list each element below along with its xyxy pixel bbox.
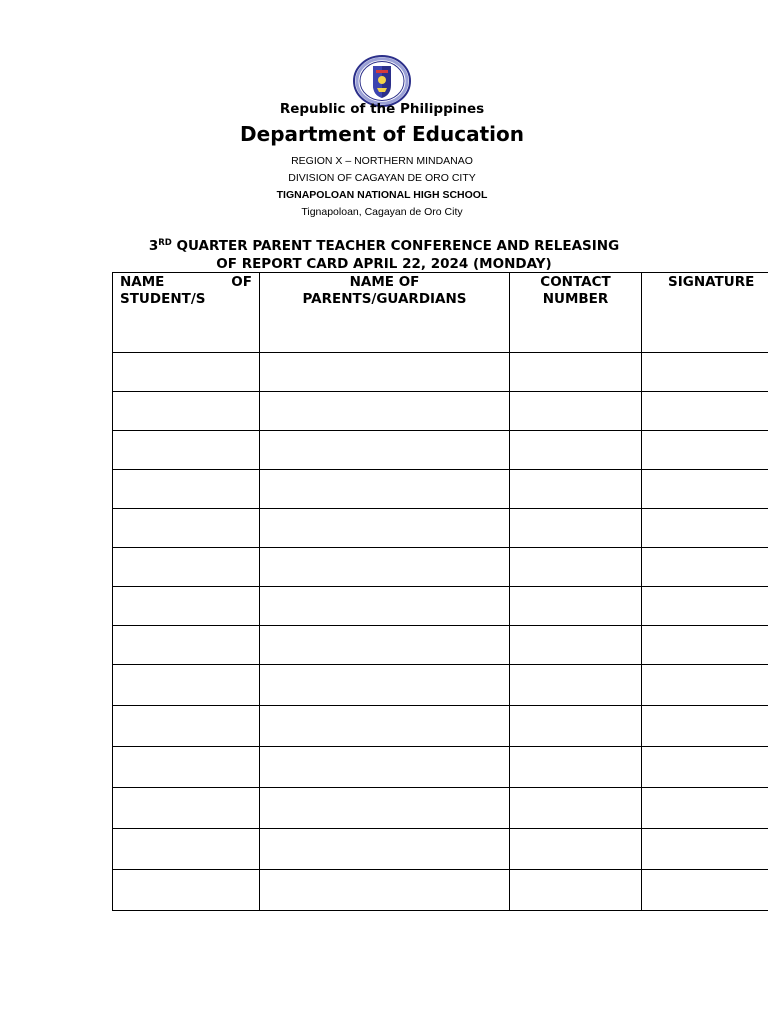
cell-contact-number[interactable] xyxy=(510,706,642,747)
cell-signature[interactable] xyxy=(642,829,768,870)
column-header-line: NUMBER xyxy=(542,291,609,307)
cell-student-name[interactable] xyxy=(113,431,260,470)
cell-student-name[interactable] xyxy=(113,829,260,870)
cell-parent-name[interactable] xyxy=(260,626,510,665)
column-header-parent-name xyxy=(260,273,510,353)
cell-signature[interactable] xyxy=(642,548,768,587)
table-row xyxy=(113,788,768,829)
cell-contact-number[interactable] xyxy=(510,747,642,788)
table-header-row xyxy=(113,273,768,353)
cell-parent-name[interactable] xyxy=(260,470,510,509)
table-row xyxy=(113,626,768,665)
cell-parent-name[interactable] xyxy=(260,747,510,788)
column-header-line: STUDENT/S xyxy=(120,291,206,307)
cell-parent-name[interactable] xyxy=(260,509,510,548)
table-row xyxy=(113,829,768,870)
column-header-signature xyxy=(642,273,768,353)
cell-signature[interactable] xyxy=(642,788,768,829)
table-row xyxy=(113,706,768,747)
cell-parent-name[interactable] xyxy=(260,548,510,587)
cell-signature[interactable] xyxy=(642,509,768,548)
cell-signature[interactable] xyxy=(642,587,768,626)
deped-seal-icon xyxy=(353,55,411,107)
column-header-line: NAME OF xyxy=(120,274,252,290)
table-row xyxy=(113,431,768,470)
cell-signature[interactable] xyxy=(642,706,768,747)
table-row xyxy=(113,747,768,788)
table-row xyxy=(113,665,768,706)
cell-contact-number[interactable] xyxy=(510,788,642,829)
region-line: REGION X – NORTHERN MINDANAO xyxy=(291,155,473,167)
cell-contact-number[interactable] xyxy=(510,548,642,587)
title-ordinal-number: 3 xyxy=(148,238,159,254)
cell-signature[interactable] xyxy=(642,665,768,706)
table-row xyxy=(113,548,768,587)
cell-contact-number[interactable] xyxy=(510,626,642,665)
cell-student-name[interactable] xyxy=(113,665,260,706)
table-row xyxy=(113,870,768,911)
division-line: DIVISION OF CAGAYAN DE ORO CITY xyxy=(288,172,476,184)
cell-signature[interactable] xyxy=(642,431,768,470)
cell-contact-number[interactable] xyxy=(510,665,642,706)
cell-contact-number[interactable] xyxy=(510,470,642,509)
cell-student-name[interactable] xyxy=(113,392,260,431)
cell-student-name[interactable] xyxy=(113,747,260,788)
department-heading: Department of Education xyxy=(240,122,524,146)
cell-student-name[interactable] xyxy=(113,587,260,626)
republic-heading: Republic of the Philippines xyxy=(279,101,485,117)
cell-signature[interactable] xyxy=(642,626,768,665)
table-row xyxy=(113,353,768,392)
column-header-line: PARENTS/GUARDIANS xyxy=(302,291,467,307)
cell-contact-number[interactable] xyxy=(510,392,642,431)
column-header-contact-number xyxy=(510,273,642,353)
document-title-line-1 xyxy=(0,237,768,255)
table-row xyxy=(113,470,768,509)
cell-parent-name[interactable] xyxy=(260,788,510,829)
cell-student-name[interactable] xyxy=(113,548,260,587)
table-row xyxy=(113,587,768,626)
column-header-line: NAME OF xyxy=(349,274,420,290)
cell-parent-name[interactable] xyxy=(260,829,510,870)
cell-student-name[interactable] xyxy=(113,788,260,829)
cell-student-name[interactable] xyxy=(113,353,260,392)
cell-student-name[interactable] xyxy=(113,626,260,665)
cell-contact-number[interactable] xyxy=(510,431,642,470)
cell-parent-name[interactable] xyxy=(260,587,510,626)
cell-signature[interactable] xyxy=(642,470,768,509)
cell-signature[interactable] xyxy=(642,747,768,788)
cell-contact-number[interactable] xyxy=(510,353,642,392)
school-name: TIGNAPOLOAN NATIONAL HIGH SCHOOL xyxy=(276,189,488,201)
cell-contact-number[interactable] xyxy=(510,829,642,870)
cell-student-name[interactable] xyxy=(113,470,260,509)
school-address: Tignapoloan, Cagayan de Oro City xyxy=(301,206,463,218)
document-title-line-2: OF REPORT CARD APRIL 22, 2024 (MONDAY) xyxy=(216,256,552,272)
cell-parent-name[interactable] xyxy=(260,392,510,431)
cell-student-name[interactable] xyxy=(113,870,260,911)
cell-signature[interactable] xyxy=(642,870,768,911)
column-header-line: CONTACT xyxy=(540,274,611,290)
cell-contact-number[interactable] xyxy=(510,509,642,548)
cell-parent-name[interactable] xyxy=(260,353,510,392)
cell-student-name[interactable] xyxy=(113,706,260,747)
cell-parent-name[interactable] xyxy=(260,706,510,747)
table-row xyxy=(113,392,768,431)
cell-signature[interactable] xyxy=(642,353,768,392)
cell-signature[interactable] xyxy=(642,392,768,431)
title-line-1-text: QUARTER PARENT TEACHER CONFERENCE AND RELEASING xyxy=(171,238,620,254)
cell-student-name[interactable] xyxy=(113,509,260,548)
cell-parent-name[interactable] xyxy=(260,870,510,911)
column-header-line: SIGNATURE xyxy=(668,274,755,290)
attendance-table xyxy=(112,272,768,911)
cell-contact-number[interactable] xyxy=(510,870,642,911)
title-ordinal-suffix: RD xyxy=(158,238,172,248)
table-row xyxy=(113,509,768,548)
column-header-student-name xyxy=(113,273,260,353)
cell-parent-name[interactable] xyxy=(260,665,510,706)
cell-parent-name[interactable] xyxy=(260,431,510,470)
cell-contact-number[interactable] xyxy=(510,587,642,626)
